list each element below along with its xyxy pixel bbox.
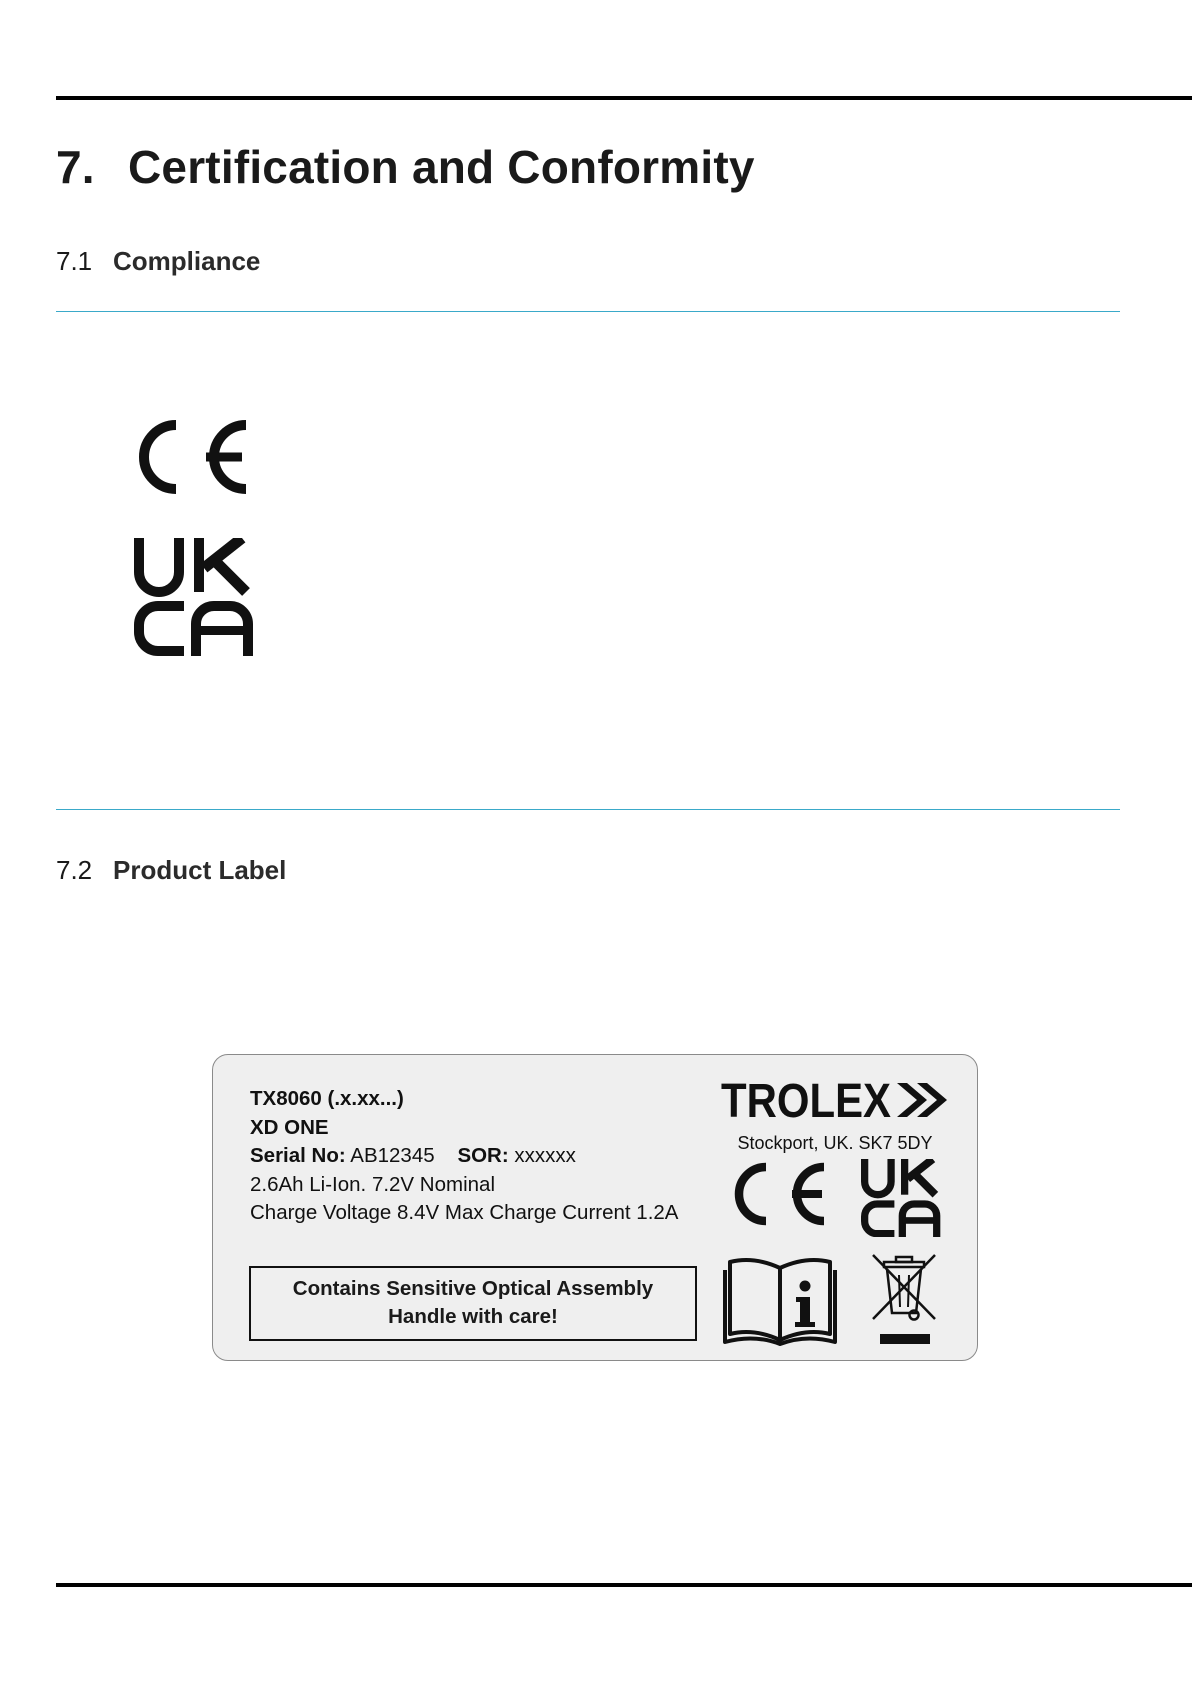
label-product-name: XD ONE <box>250 1115 329 1139</box>
ce-mark-icon <box>134 415 252 499</box>
label-model: TX8060 (.x.xx...) <box>250 1087 404 1110</box>
sor-value: xxxxxx <box>514 1144 576 1167</box>
trolex-logo <box>721 1073 949 1131</box>
serial-value: AB12345 <box>350 1144 435 1167</box>
section-number: 7.2 <box>56 855 93 885</box>
ce-mark-icon <box>730 1159 830 1229</box>
top-rule <box>56 96 1192 100</box>
bottom-rule <box>56 1583 1192 1587</box>
label-text-block <box>250 1085 678 1228</box>
sor-label: SOR: <box>457 1144 509 1167</box>
serial-label: Serial No: <box>250 1144 346 1167</box>
compliance-top-divider <box>56 311 1120 312</box>
ukca-mark-icon <box>861 1159 941 1237</box>
brand-address: Stockport, UK. SK7 5DY <box>737 1133 933 1153</box>
weee-crossed-bin-icon <box>870 1251 940 1349</box>
section-title: Product Label <box>113 855 287 885</box>
brand-block <box>721 1073 949 1153</box>
svg-text:TROLEX: TROLEX <box>721 1075 891 1128</box>
chapter-heading <box>56 140 755 194</box>
warning-line-2: Handle with care! <box>388 1305 558 1328</box>
section-number: 7.1 <box>56 246 93 276</box>
section-heading-compliance <box>56 246 260 277</box>
label-battery: 2.6Ah Li-Ion. 7.2V Nominal <box>250 1172 495 1196</box>
label-charge: Charge Voltage 8.4V Max Charge Current 1.2A <box>250 1201 679 1224</box>
label-warning-box <box>249 1266 697 1341</box>
manual-info-icon <box>722 1254 838 1346</box>
label-serial-line <box>250 1142 678 1171</box>
section-title: Compliance <box>113 246 261 276</box>
section-heading-product-label <box>56 855 286 886</box>
compliance-bottom-divider <box>56 809 1120 810</box>
chapter-number: 7. <box>56 141 95 193</box>
chapter-title: Certification and Conformity <box>128 141 755 193</box>
ukca-mark-icon <box>134 538 254 656</box>
warning-line-1: Contains Sensitive Optical Assembly <box>292 1277 654 1300</box>
product-label <box>212 1054 978 1361</box>
